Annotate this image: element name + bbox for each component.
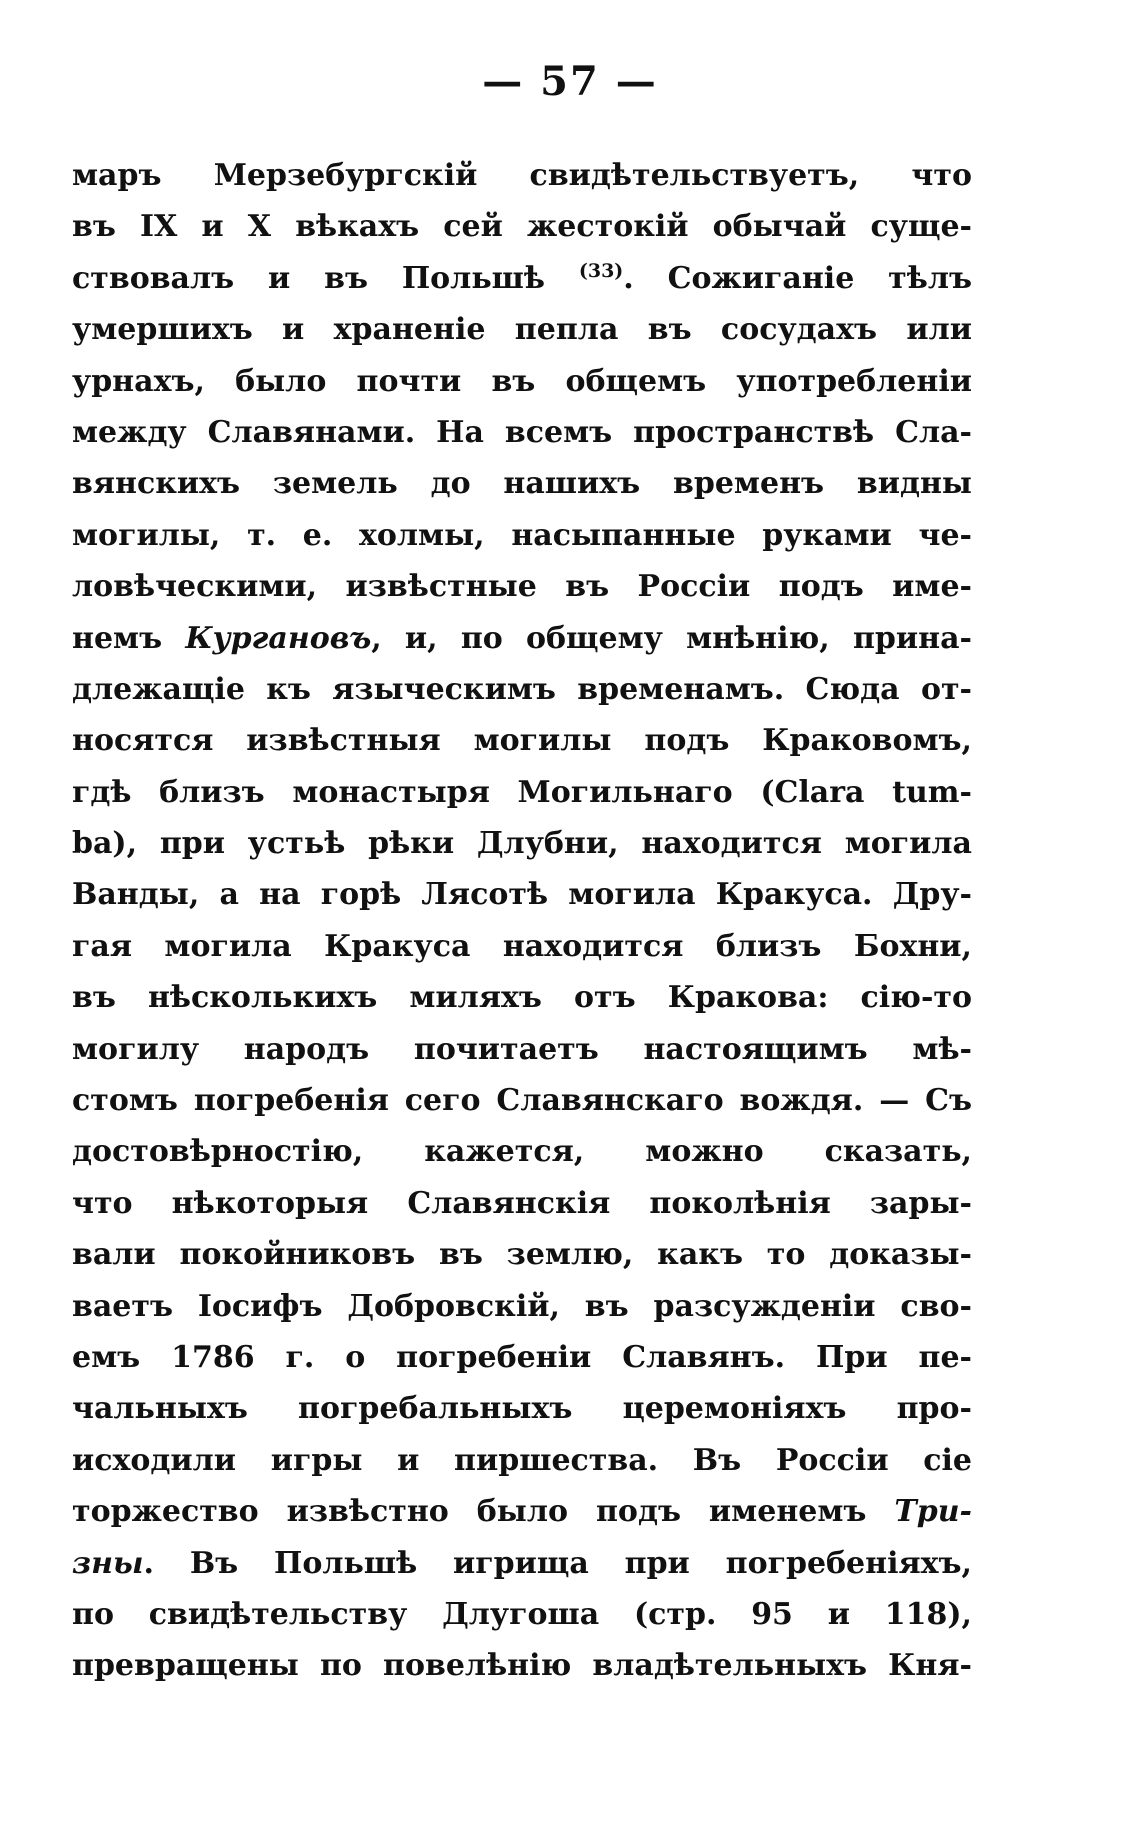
text-line bbox=[72, 613, 972, 664]
text-line: исходили игры и пиршества. Въ Россіи сіе bbox=[72, 1442, 972, 1478]
text-line: въ нѣсколькихъ миляхъ отъ Кракова: сію-то bbox=[72, 980, 972, 1016]
text-fragment: . Въ Польшѣ игрища при погребеніяхъ, bbox=[143, 1545, 972, 1581]
text-line: въ IX и X вѣкахъ сей жестокій обычай суще- bbox=[72, 209, 972, 245]
text-line: ваетъ Іосифъ Добровскій, въ разсужденіи сво- bbox=[72, 1288, 972, 1324]
text-fragment: немъ bbox=[72, 620, 163, 656]
text-line: маръ Мерзебургскій свидѣтельствуетъ, что bbox=[72, 158, 972, 193]
text-line: между Славянами. На всемъ пространствѣ Сла- bbox=[72, 414, 972, 450]
italic-term: зны bbox=[72, 1545, 144, 1581]
body-text bbox=[72, 150, 972, 1692]
text-line: емъ 1786 г. о погребеніи Славянъ. При пе- bbox=[72, 1339, 972, 1375]
page-number: — 57 — bbox=[482, 58, 658, 105]
text-line: стомъ погребенія сего Славянскаго вождя. — Съ bbox=[72, 1083, 972, 1119]
text-line: умершихъ и храненіе пепла въ сосудахъ или bbox=[72, 312, 972, 348]
text-line: чальныхъ погребальныхъ церемоніяхъ про- bbox=[72, 1391, 972, 1427]
text-line bbox=[72, 1538, 972, 1589]
text-line: достовѣрностію, кажется, можно сказать, bbox=[72, 1134, 972, 1170]
text-line: по свидѣтельству Длугоша (стр. 95 и 118), bbox=[72, 1596, 972, 1632]
text-line bbox=[72, 253, 972, 304]
text-fragment: . Сожиганіе тѣлъ bbox=[623, 260, 972, 296]
text-line: ba), при устьѣ рѣки Длубни, находится могила bbox=[72, 826, 972, 862]
text-line: урнахъ, было почти въ общемъ употребленіи bbox=[72, 363, 972, 399]
text-line: гая могила Кракуса находится близъ Бохни, bbox=[72, 928, 972, 964]
italic-term: Три- bbox=[894, 1494, 972, 1530]
text-line: вали покойниковъ въ землю, какъ то доказы- bbox=[72, 1237, 972, 1273]
text-line: вянскихъ земель до нашихъ временъ видны bbox=[72, 466, 972, 502]
text-fragment: ствовалъ и въ Польшѣ bbox=[72, 260, 546, 296]
italic-term: Кургановъ bbox=[185, 620, 372, 656]
text-line bbox=[72, 1486, 972, 1537]
text-line: Ванды, а на горѣ Лясотѣ могила Кракуса. Дру- bbox=[72, 877, 972, 913]
text-fragment: , и, по общему мнѣнію, прина- bbox=[371, 620, 972, 656]
text-line: могилы, т. е. холмы, насыпанные руками че- bbox=[72, 517, 972, 553]
text-line: гдѣ близъ монастыря Могильнаго (Clara tum- bbox=[72, 774, 972, 810]
text-line: длежащіе къ языческимъ временамъ. Сюда от- bbox=[72, 671, 972, 707]
text-line: что нѣкоторыя Славянскія поколѣнія зары- bbox=[72, 1185, 972, 1221]
text-line: носятся извѣстныя могилы подъ Краковомъ, bbox=[72, 723, 972, 759]
text-line: превращены по повелѣнію владѣтельныхъ Кня- bbox=[72, 1648, 972, 1684]
text-line: могилу народъ почитаетъ настоящимъ мѣ- bbox=[72, 1031, 972, 1067]
footnote-reference: (33) bbox=[578, 259, 624, 282]
text-fragment: торжество извѣстно было подъ именемъ bbox=[72, 1494, 867, 1530]
text-line: ловѣческими, извѣстные въ Россіи подъ име- bbox=[72, 569, 972, 605]
